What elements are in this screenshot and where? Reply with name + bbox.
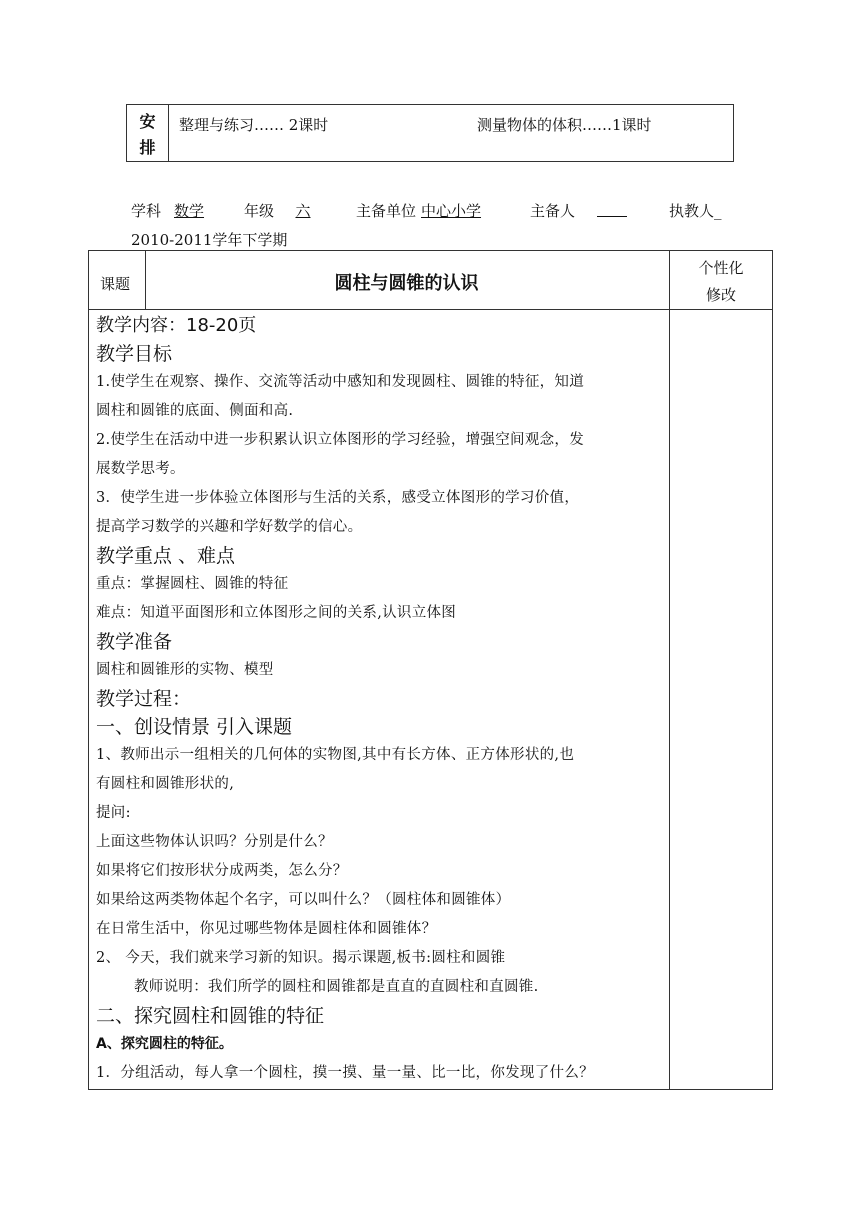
arrangement-label-line1: 安 [139,112,156,131]
s2-p1: 1．分组活动，每人拿一个圆柱，摸一摸、量一量、比一比，你发现了什么？ [96,1065,594,1081]
goal2-line1: 2.使学生在活动中进一步积累认识立体图形的学习经验，增强空间观念，发 [96,432,585,448]
goal1-line2: 圆柱和圆锥的底面、侧面和高. [96,403,294,419]
arrangement-label-line2: 排 [139,138,156,157]
goals-heading: 教学目标 [96,343,173,365]
side-header-line1: 个性化 [698,259,744,277]
key-point: 重点：掌握圆柱、圆锥的特征 [96,576,289,592]
lesson-title: 圆柱与圆锥的认识 [334,273,479,294]
key-difficulty-heading: 教学重点 、难点 [96,545,236,567]
goal1-line1: 1.使学生在观察、操作、交流等活动中感知和发现圆柱、圆锥的特征，知道 [96,374,585,390]
process-heading: 教学过程： [96,688,192,710]
unit-value: 中心小学 [421,202,482,220]
s1-ask: 提问: [96,805,131,821]
lesson-content [96,312,662,1088]
section1-heading: 一、创设情景 引入课题 [96,716,293,738]
arrangement-table [126,104,734,162]
arrangement-item-review: 整理与练习…… 2课时 [179,116,329,134]
goal3-line2: 提高学习数学的兴趣和学好数学的信心。 [96,519,363,535]
s1-question2: 如果将它们按形状分成两类，怎么分？ [96,863,348,879]
goal3-line1: 3．使学生进一步体验立体图形与生活的关系，感受立体图形的学习价值， [96,490,580,506]
topic-label: 课题 [100,275,131,293]
grade-label: 年级 [244,202,275,220]
s2-subheading: A、探究圆柱的特征。 [96,1036,233,1052]
s1-question3: 如果给这两类物体起个名字，可以叫什么？（圆柱体和圆锥体） [96,892,511,908]
preparation-heading: 教学准备 [96,631,173,653]
term-text: 2010-2011学年下学期 [131,231,288,249]
subject-value: 数学 [174,202,205,220]
arrangement-label [127,105,169,161]
teaching-content: 教学内容：18-20页 [96,315,257,336]
s1-p1-line1: 1、教师出示一组相关的几何体的实物图,其中有长方体、正方体形状的,也 [96,747,575,763]
preparation-text: 圆柱和圆锥形的实物、模型 [96,662,274,678]
section2-heading: 二、探究圆柱和圆锥的特征 [96,1005,325,1027]
arrangement-item-volume: 测量物体的体积……1课时 [477,116,652,134]
preparer-label: 主备人 [530,202,576,220]
unit-label: 主备单位 [356,202,417,220]
subject-label: 学科 [131,202,162,220]
s1-question4: 在日常生活中，你见过哪些物体是圆柱体和圆锥体？ [96,921,437,937]
teacher-label: 执教人_ [669,202,722,220]
side-column-divider [669,251,670,1089]
difficulty: 难点：知道平面图形和立体图形之间的关系,认识立体图 [96,605,457,621]
grade-value: 六 [295,202,311,220]
s1-p1-line2: 有圆柱和圆锥形状的, [96,776,235,792]
preparer-blank [597,216,627,217]
personalized-revision-header [669,255,773,309]
side-header-line2: 修改 [705,286,736,304]
s1-p2: 2、 今天，我们就来学习新的知识。揭示课题,板书:圆柱和圆锥 [96,950,506,966]
s1-question1: 上面这些物体认识吗？分别是什么？ [96,834,333,850]
header-divider [89,309,772,310]
goal2-line2: 展数学思考。 [96,461,185,477]
s1-p3: 教师说明：我们所学的圆柱和圆锥都是直直的直圆柱和直圆锥. [134,979,539,995]
